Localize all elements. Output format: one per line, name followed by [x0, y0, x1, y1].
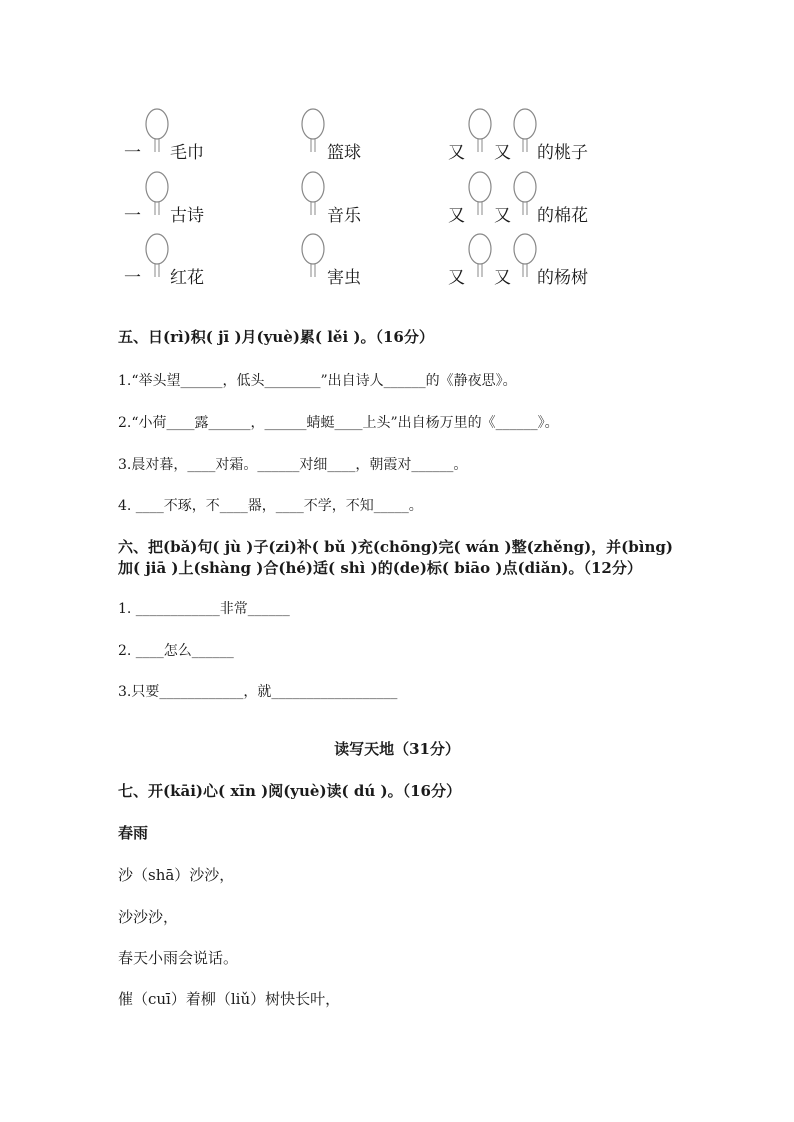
you-char: 又 — [494, 143, 511, 163]
measure-prefix: 一 — [124, 268, 141, 288]
section-5-item-3: 3.晨对暮，____对霜。______对细____，朝霞对______。 — [118, 457, 468, 473]
poem-line-2: 沙沙沙， — [118, 908, 179, 926]
poem-line-1: 沙（shā）沙沙， — [118, 866, 235, 884]
tree-blank-icon[interactable] — [467, 171, 493, 217]
tree-blank-icon[interactable] — [144, 233, 170, 279]
word-suffix: 古诗 — [170, 206, 204, 226]
tree-blank-icon[interactable] — [512, 108, 538, 154]
poem-line-4: 催（cuī）着柳（liǔ）树快长叶， — [118, 990, 341, 1008]
tree-blank-icon[interactable] — [467, 108, 493, 154]
word-suffix: 的棉花 — [537, 206, 588, 226]
you-char: 又 — [448, 143, 465, 163]
section-6-item-3: 3.只要____________，就__________________ — [118, 684, 398, 700]
tree-blank-icon[interactable] — [300, 108, 326, 154]
tree-blank-icon[interactable] — [144, 108, 170, 154]
word-suffix: 毛巾 — [170, 143, 204, 163]
tree-blank-icon[interactable] — [512, 171, 538, 217]
section-6-title-line-1: 六、把(bǎ)句( jù )子(zi)补( bǔ )充(chōng)完( wán )整(zhěng)，并(bìng) — [118, 538, 673, 556]
word-suffix: 的桃子 — [537, 143, 588, 163]
section-5-title: 五、日(rì)积( jī )月(yuè)累( lěi )。（16分） — [118, 328, 434, 346]
tree-blank-icon[interactable] — [300, 171, 326, 217]
word-suffix: 篮球 — [327, 143, 361, 163]
you-char: 又 — [448, 206, 465, 226]
you-char: 又 — [494, 206, 511, 226]
section-6-title-line-2: 加( jiā )上(shàng )合(hé)适( shì )的(de)标( biāo )点(diǎn)。（12分） — [118, 559, 642, 577]
you-char: 又 — [494, 268, 511, 288]
word-suffix: 害虫 — [327, 268, 361, 288]
section-5-item-1: 1.“举头望______，低头________”出自诗人______的《静夜思》。 — [118, 373, 517, 389]
tree-blank-icon[interactable] — [467, 233, 493, 279]
word-suffix: 的杨树 — [537, 268, 588, 288]
section-6-item-2: 2. ____怎么______ — [118, 643, 234, 659]
measure-prefix: 一 — [124, 143, 141, 163]
measure-prefix: 一 — [124, 206, 141, 226]
you-char: 又 — [448, 268, 465, 288]
reading-writing-title: 读写天地（31分） — [334, 740, 460, 758]
section-5-item-2: 2.“小荷____露______，______蜻蜓____上头”出自杨万里的《______》。 — [118, 415, 559, 431]
poem-title: 春雨 — [118, 824, 149, 842]
poem-line-3: 春天小雨会说话。 — [118, 949, 239, 967]
tree-blank-icon[interactable] — [300, 233, 326, 279]
tree-blank-icon[interactable] — [144, 171, 170, 217]
word-suffix: 音乐 — [327, 206, 361, 226]
tree-blank-icon[interactable] — [512, 233, 538, 279]
section-7-title: 七、开(kāi)心( xīn )阅(yuè)读( dú )。（16分） — [118, 782, 461, 800]
section-5-item-4: 4. ____不琢，不____器，____不学，不知_____。 — [118, 498, 423, 514]
section-6-item-1: 1. ____________非常______ — [118, 601, 290, 617]
word-suffix: 红花 — [170, 268, 204, 288]
